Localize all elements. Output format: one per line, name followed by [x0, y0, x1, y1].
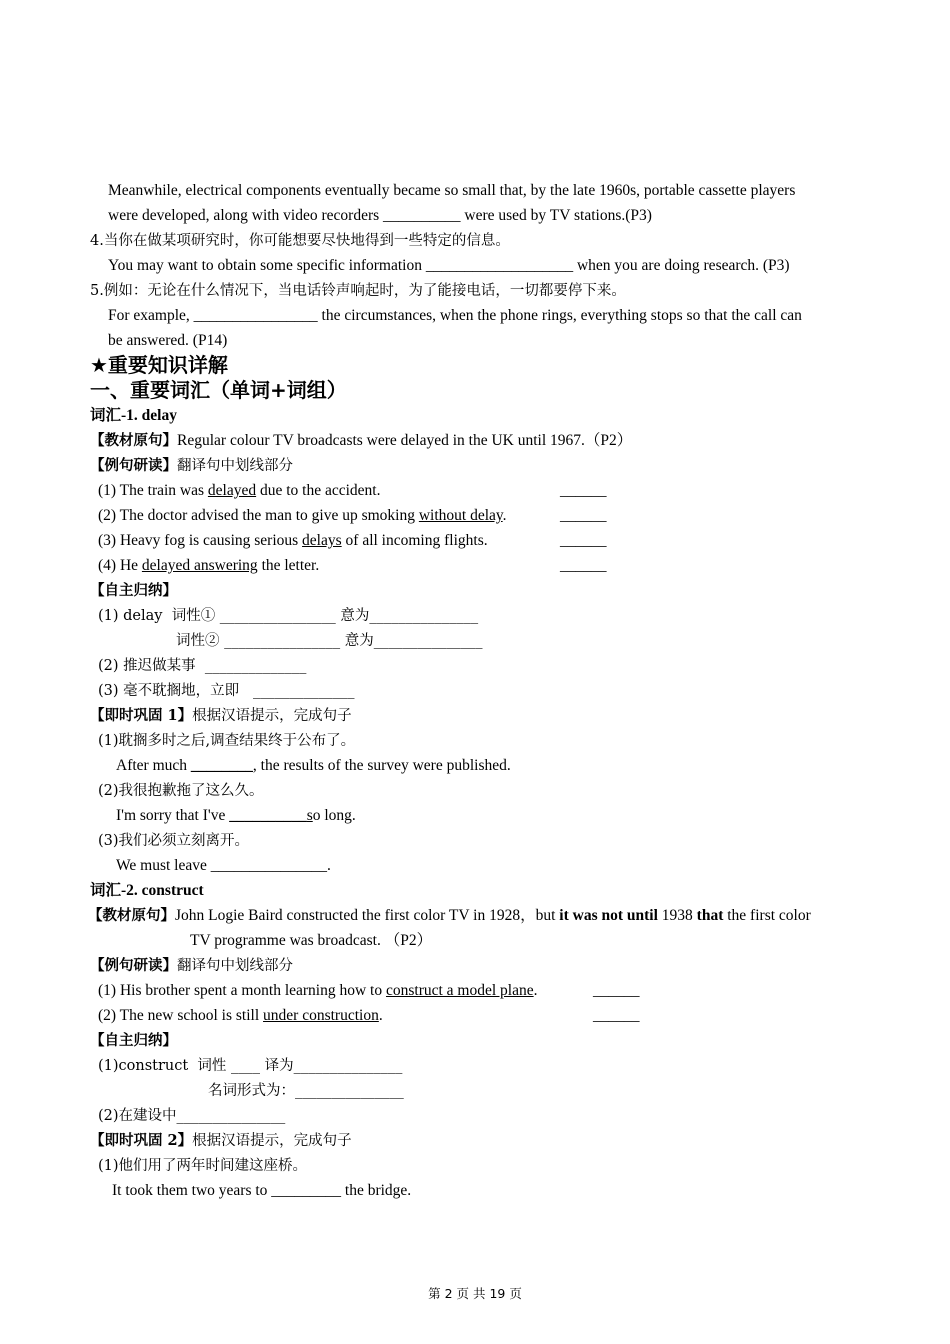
practice-hint: 根据汉语提示，完成句子 — [192, 708, 352, 724]
question-4-english: You may want to obtain some specific information ___________________ when you are doing research. (P3) — [108, 257, 790, 274]
vocab-2-summary-1b: 名词形式为：_______________ — [208, 1083, 404, 1099]
vocab-2-title: 词汇-2. construct — [90, 882, 204, 899]
practice-1-chinese: (1)耽搁多时之后,调查结果终于公布了。 — [98, 733, 356, 749]
vocab-1-example-4: (4) He delayed answering the letter. — [98, 557, 320, 574]
answer-blank[interactable]: ______ — [560, 532, 607, 549]
examples-hint: 翻译句中划线部分 — [177, 958, 293, 974]
underlined-phrase: delayed answering — [141, 557, 258, 574]
practice-label: 【即时巩固 1】 — [90, 707, 193, 724]
main-heading: ★重要知识详解 — [90, 353, 228, 377]
vocab-2-practice-header — [90, 1131, 352, 1151]
vocab-2-summary-2: (2)在建设中_______________ — [98, 1108, 286, 1124]
underlined-phrase: delayed — [207, 482, 257, 499]
summary-label: 【自主归纳】 — [90, 1032, 177, 1049]
vocab-2-source: 【教材原句】John Logie Baird constructed the first color TV in 1928，but it was not until 1938 that the first color — [88, 907, 811, 924]
source-label: 【教材原句】 — [88, 907, 175, 924]
answer-blank[interactable]: ______ — [593, 982, 640, 999]
underlined-phrase: construct a model plane — [385, 982, 534, 999]
vocab-2-summary-1a: (1)construct 词性 ____ 译为_______________ — [98, 1058, 403, 1074]
practice-1-english: It took them two years to _________ the bridge. — [112, 1182, 412, 1199]
practice-2-english: I'm sorry that I've __________so long. — [116, 807, 356, 824]
practice-3-chinese: (3)我们必须立刻离开。 — [98, 833, 250, 849]
vocab-2-source-line2: TV programme was broadcast. （P2） — [190, 932, 433, 949]
section-heading: 一、重要词汇（单词+词组） — [90, 378, 347, 402]
examples-hint: 翻译句中划线部分 — [177, 458, 293, 474]
question-5-english-line1: For example, ________________ the circumstances, when the phone rings, everything stops so that the call can — [108, 307, 802, 324]
vocab-1-example-1: (1) The train was delayed due to the accident. — [98, 482, 381, 499]
summary-label: 【自主归纳】 — [90, 582, 177, 599]
practice-label: 【即时巩固 2】 — [90, 1132, 193, 1149]
source-label: 【教材原句】 — [90, 432, 177, 449]
practice-1-english: After much ________, the results of the survey were published. — [116, 757, 511, 774]
vocab-1-practice-header — [90, 706, 352, 726]
vocab-1-examples-header — [90, 456, 293, 476]
question-4-chinese: 4.当你在做某项研究时，你可能想要尽快地得到一些特定的信息。 — [90, 233, 510, 249]
vocab-1-example-2: (2) The doctor advised the man to give up smoking without delay. — [98, 507, 507, 524]
underlined-phrase: delays — [302, 532, 342, 549]
page-footer: 第 2 页 共 19 页 — [428, 1286, 522, 1301]
answer-blank[interactable]: ______ — [593, 1007, 640, 1024]
vocab-1-summary-2: (2) 推迟做某事 ______________ — [98, 658, 307, 674]
vocab-1-title: 词汇-1. delay — [90, 407, 177, 424]
practice-3-english: We must leave _______________. — [116, 857, 331, 874]
examples-label: 【例句研读】 — [90, 957, 177, 974]
vocab-1-summary-1a: (1) delay 词性① ________________ 意为_______________ — [98, 608, 479, 624]
practice-2-chinese: (2)我很抱歉拖了这么久。 — [98, 783, 264, 799]
answer-blank[interactable]: ______ — [560, 482, 607, 499]
vocab-1-summary-1b: 词性② ________________ 意为_______________ — [176, 633, 483, 649]
fill-blank[interactable]: __________ — [229, 807, 307, 824]
vocab-2-example-1: (1) His brother spent a month learning how to construct a model plane. — [98, 982, 538, 999]
vocab-1-example-3: (3) Heavy fog is causing serious delays of all incoming flights. — [98, 532, 488, 549]
fill-blank[interactable]: ________ — [190, 757, 253, 774]
practice-1-chinese: (1)他们用了两年时间建这座桥。 — [98, 1158, 308, 1174]
review-p3-line1: Meanwhile, electrical components eventually became so small that, by the late 1960s, portable cassette players — [108, 182, 796, 199]
answer-blank[interactable]: ______ — [560, 507, 607, 524]
underlined-phrase: under construction — [263, 1007, 379, 1024]
vocab-2-examples-header — [90, 956, 293, 976]
question-5-chinese: 5.例如：无论在什么情况下，当电话铃声响起时，为了能接电话，一切都要停下来。 — [90, 283, 626, 299]
underlined-phrase: without delay — [418, 507, 503, 524]
source-text: Regular colour TV broadcasts were delayed in the UK until 1967.（P2） — [177, 432, 633, 449]
question-5-english-line2: be answered. (P14) — [108, 332, 228, 349]
vocab-1-summary-3: (3) 毫不耽搁地，立即 ______________ — [98, 683, 355, 699]
answer-blank[interactable]: ______ — [560, 557, 607, 574]
vocab-2-example-2: (2) The new school is still under construction. — [98, 1007, 383, 1024]
examples-label: 【例句研读】 — [90, 457, 177, 474]
practice-hint: 根据汉语提示，完成句子 — [192, 1133, 352, 1149]
review-p3-line2: were developed, along with video recorders __________ were used by TV stations.(P3) — [108, 207, 652, 224]
vocab-1-source — [90, 431, 632, 451]
